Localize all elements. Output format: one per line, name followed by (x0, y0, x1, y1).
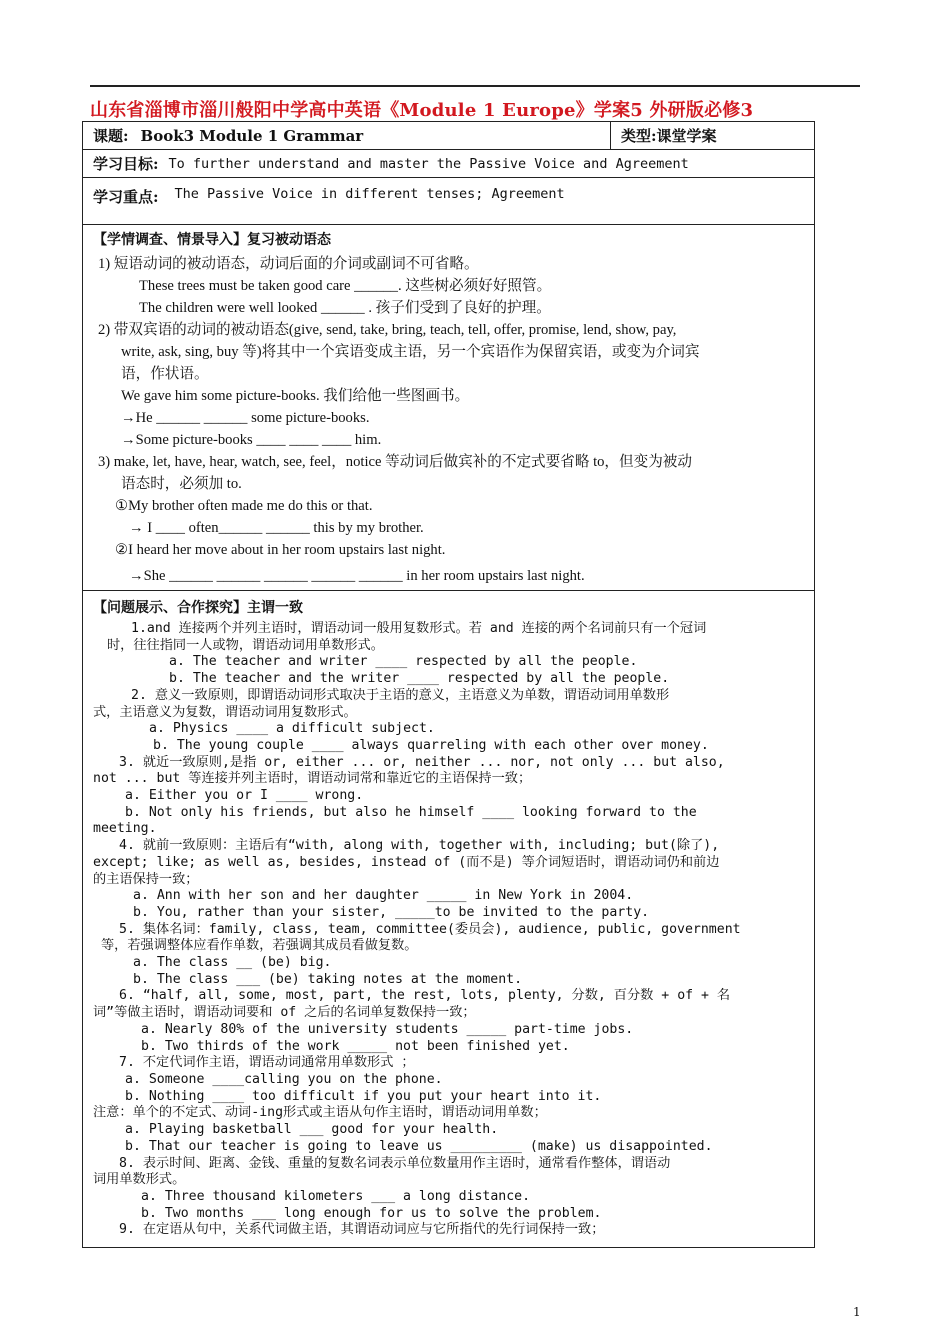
text-line: a. The class __ (be) big. (133, 955, 332, 971)
note-line: 注意：单个的不定式、动词-ing形式或主语从句作主语时，谓语动词用单数； (93, 1105, 547, 1121)
text-line: ①My brother often made me do this or that. (115, 498, 373, 514)
text-line: The children were well looked ______ . 孩子们受到了良好的护理。 (139, 300, 551, 316)
topic-cell (83, 122, 611, 149)
text-line: 3) make, let, have, hear, watch, see, feel，notice 等动词后做宾补的不定式要省略 to，但变为被动 (98, 454, 692, 470)
text-line: except; like; as well as, besides, instead of (而不是) 等介词短语时，谓语动词仍和前边 (93, 854, 720, 870)
focus-value: The Passive Voice in different tenses; Agreement (174, 186, 565, 202)
topic-value: Book3 Module 1 Grammar (140, 126, 364, 145)
document-title: 山东省淄博市淄川般阳中学高中英语《Module 1 Europe》学案5 外研版必修3 (90, 100, 754, 121)
text-line: ②I heard her move about in her room upstairs last night. (115, 542, 446, 558)
page-number: 1 (853, 1305, 861, 1319)
section-agreement (83, 591, 814, 1247)
text-line: b. You, rather than your sister, _____to be invited to the party. (133, 904, 650, 920)
text-line: We gave him some picture-books. 我们给他一些图画书。 (121, 388, 470, 404)
text-line: 2. 意义一致原则，即谓语动词形式取决于主语的意义，主语意义为单数，谓语动词用单数形 (131, 687, 670, 703)
text-line: 8. 表示时间、距离、金钱、重量的复数名词表示单位数量用作主语时，通常看作整体，谓语动 (119, 1155, 671, 1171)
text-line: 1) 短语动词的被动语态，动词后面的介词或副词不可省略。 (98, 256, 479, 272)
topic-label: 课题: (93, 127, 129, 145)
text-line: a. Playing basketball ___ good for your health. (125, 1122, 499, 1138)
text-line: These trees must be taken good care ______. 这些树必须好好照管。 (139, 278, 552, 294)
text-line: b. The teacher and the writer ____ respected by all the people. (169, 671, 670, 687)
focus-label: 学习重点: (93, 188, 159, 206)
text-line: a. Three thousand kilometers ___ a long distance. (141, 1188, 531, 1204)
text-line: 式，主语意义为复数，谓语动词用复数形式。 (93, 704, 357, 720)
goal-label: 学习目标: (93, 155, 159, 173)
text-line: 7. 不定代词作主语，谓语动词通常用单数形式 ； (119, 1055, 415, 1071)
text-line: a. Either you or I ____ wrong. (125, 788, 364, 804)
text-line: write, ask, sing, buy 等)将其中一个宾语变成主语，另一个宾语作为保留宾语，或变为介词宾 (121, 344, 700, 360)
text-line: 9. 在定语从句中，关系代词做主语，其谓语动词应与它所指代的先行词保持一致； (119, 1222, 605, 1238)
text-line: 3. 就近一致原则,是指 or, either ... or, neither ... nor, not only ... but also, (119, 754, 725, 770)
text-line: b. Not only his friends, but also he himself ____ looking forward to the (125, 804, 697, 820)
text-line: →Some picture-books ____ ____ ____ him. (121, 432, 382, 448)
text-line: 语态时，必须加 to. (121, 476, 242, 492)
section-b-body (93, 621, 804, 1239)
text-line: 6. “half, all, some, most, part, the rest, lots, plenty, 分数, 百分数 + of + 名 (119, 988, 731, 1004)
text-line: 1.and 连接两个并列主语时，谓语动词一般用复数形式。若 and 连接的两个名词前只有一个冠词 (131, 621, 707, 636)
type-cell (611, 122, 814, 149)
text-line: b. That our teacher is going to leave us _________ (make) us disappointed. (125, 1138, 713, 1154)
text-line: b. Two months ___ long enough for us to solve the problem. (141, 1205, 602, 1221)
text-line: b. Two thirds of the work _____ not been finished yet. (141, 1038, 570, 1054)
text-line: a. Someone ____calling you on the phone. (125, 1071, 443, 1087)
text-line: meeting. (93, 821, 157, 837)
text-line: 4. 就前一致原则：主语后有“with, along with, together with, including; but(除了), (119, 838, 720, 854)
text-line: → I ____ often______ ______ this by my brother. (129, 520, 424, 536)
type-label: 类型: (621, 127, 657, 145)
section-a-body (93, 253, 804, 587)
goal-row (83, 150, 814, 178)
text-line: 5. 集体名词：family, class, team, committee(委员会), audience, public, government (119, 921, 741, 937)
lesson-table (82, 121, 815, 1248)
text-line: →He ______ ______ some picture-books. (121, 410, 370, 426)
section-a-heading: 【学情调查、情景导入】复习被动语态 (93, 232, 331, 248)
text-line: a. The teacher and writer ____ respected by all the people. (169, 654, 638, 670)
type-value: 课堂学案 (656, 127, 717, 145)
text-line: b. The young couple ____ always quarreling with each other over money. (153, 737, 709, 753)
text-line: 2) 带双宾语的动词的被动语态(give, send, take, bring, teach, tell, offer, promise, lend, show, pay, (98, 322, 677, 338)
section-passive-review (83, 225, 814, 591)
text-line: b. Nothing ____ too difficult if you put your heart into it. (125, 1088, 602, 1104)
goal-value: To further understand and master the Passive Voice and Agreement (168, 155, 689, 172)
text-line: 词用单数形式。 (93, 1172, 186, 1188)
text-line: →She ______ ______ ______ ______ ______ in her room upstairs last night. (129, 568, 585, 584)
text-line: 时，往往指同一人或物，谓语动词用单数形式。 (107, 637, 384, 653)
header-rule (90, 85, 860, 87)
text-line: a. Nearly 80% of the university students _____ part-time jobs. (141, 1021, 634, 1037)
section-b-heading: 【问题展示、合作探究】主谓一致 (93, 600, 303, 616)
text-line: 等，若强调整体应看作单数，若强调其成员看做复数。 (101, 938, 418, 954)
text-line: a. Ann with her son and her daughter _____ in New York in 2004. (133, 888, 634, 904)
text-line: 的主语保持一致； (93, 871, 199, 887)
text-line: not ... but 等连接并列主语时，谓语动词常和靠近它的主语保持一致； (93, 771, 532, 787)
focus-row (83, 178, 814, 225)
topic-row (83, 122, 814, 150)
text-line: b. The class ___ (be) taking notes at the moment. (133, 971, 523, 987)
text-line: a. Physics ____ a difficult subject. (149, 721, 435, 737)
text-line: 语，作状语。 (121, 366, 209, 382)
text-line: 词”等做主语时，谓语动词要和 of 之后的名词单复数保持一致； (93, 1005, 476, 1021)
